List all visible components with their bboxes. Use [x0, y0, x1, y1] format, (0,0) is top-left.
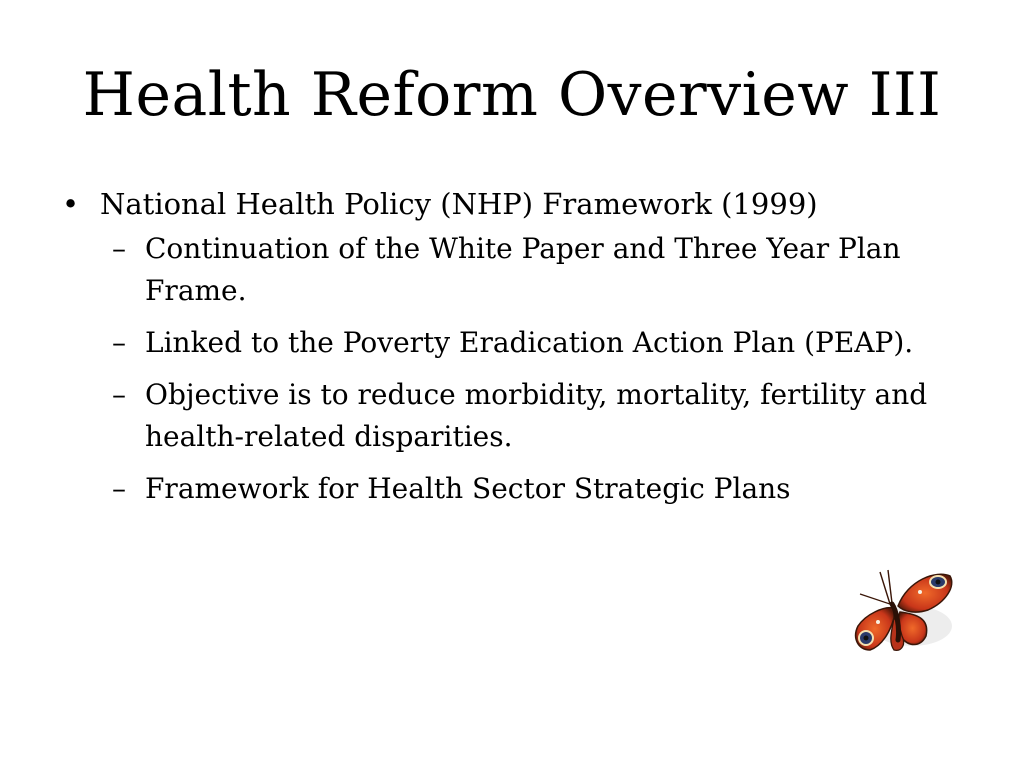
- list-item-text: National Health Policy (NHP) Framework (1999): [100, 187, 818, 221]
- sub-list-item: [100, 468, 982, 510]
- butterfly-icon: [850, 566, 958, 656]
- dash-icon: –: [112, 472, 126, 505]
- sub-list-item: [100, 322, 982, 364]
- slide-title: Health Reform Overview III: [82, 60, 942, 130]
- sub-bullet-list: [100, 228, 982, 510]
- bullet-list: [62, 184, 982, 520]
- sub-list-item: [100, 374, 982, 458]
- sub-list-item: [100, 228, 982, 312]
- dash-icon: –: [112, 378, 126, 411]
- bullet-icon: •: [62, 187, 80, 221]
- dash-icon: –: [112, 232, 126, 265]
- dash-icon: –: [112, 326, 126, 359]
- sub-list-item-text: Framework for Health Sector Strategic Plans: [145, 472, 791, 505]
- list-item: [62, 184, 982, 510]
- sub-list-item-text: Linked to the Poverty Eradication Action Plan (PEAP).: [145, 326, 914, 359]
- sub-list-item-text: Objective is to reduce morbidity, mortality, fertility and health-related disparities.: [145, 378, 928, 453]
- sub-list-item-text: Continuation of the White Paper and Three Year Plan Frame.: [145, 232, 901, 307]
